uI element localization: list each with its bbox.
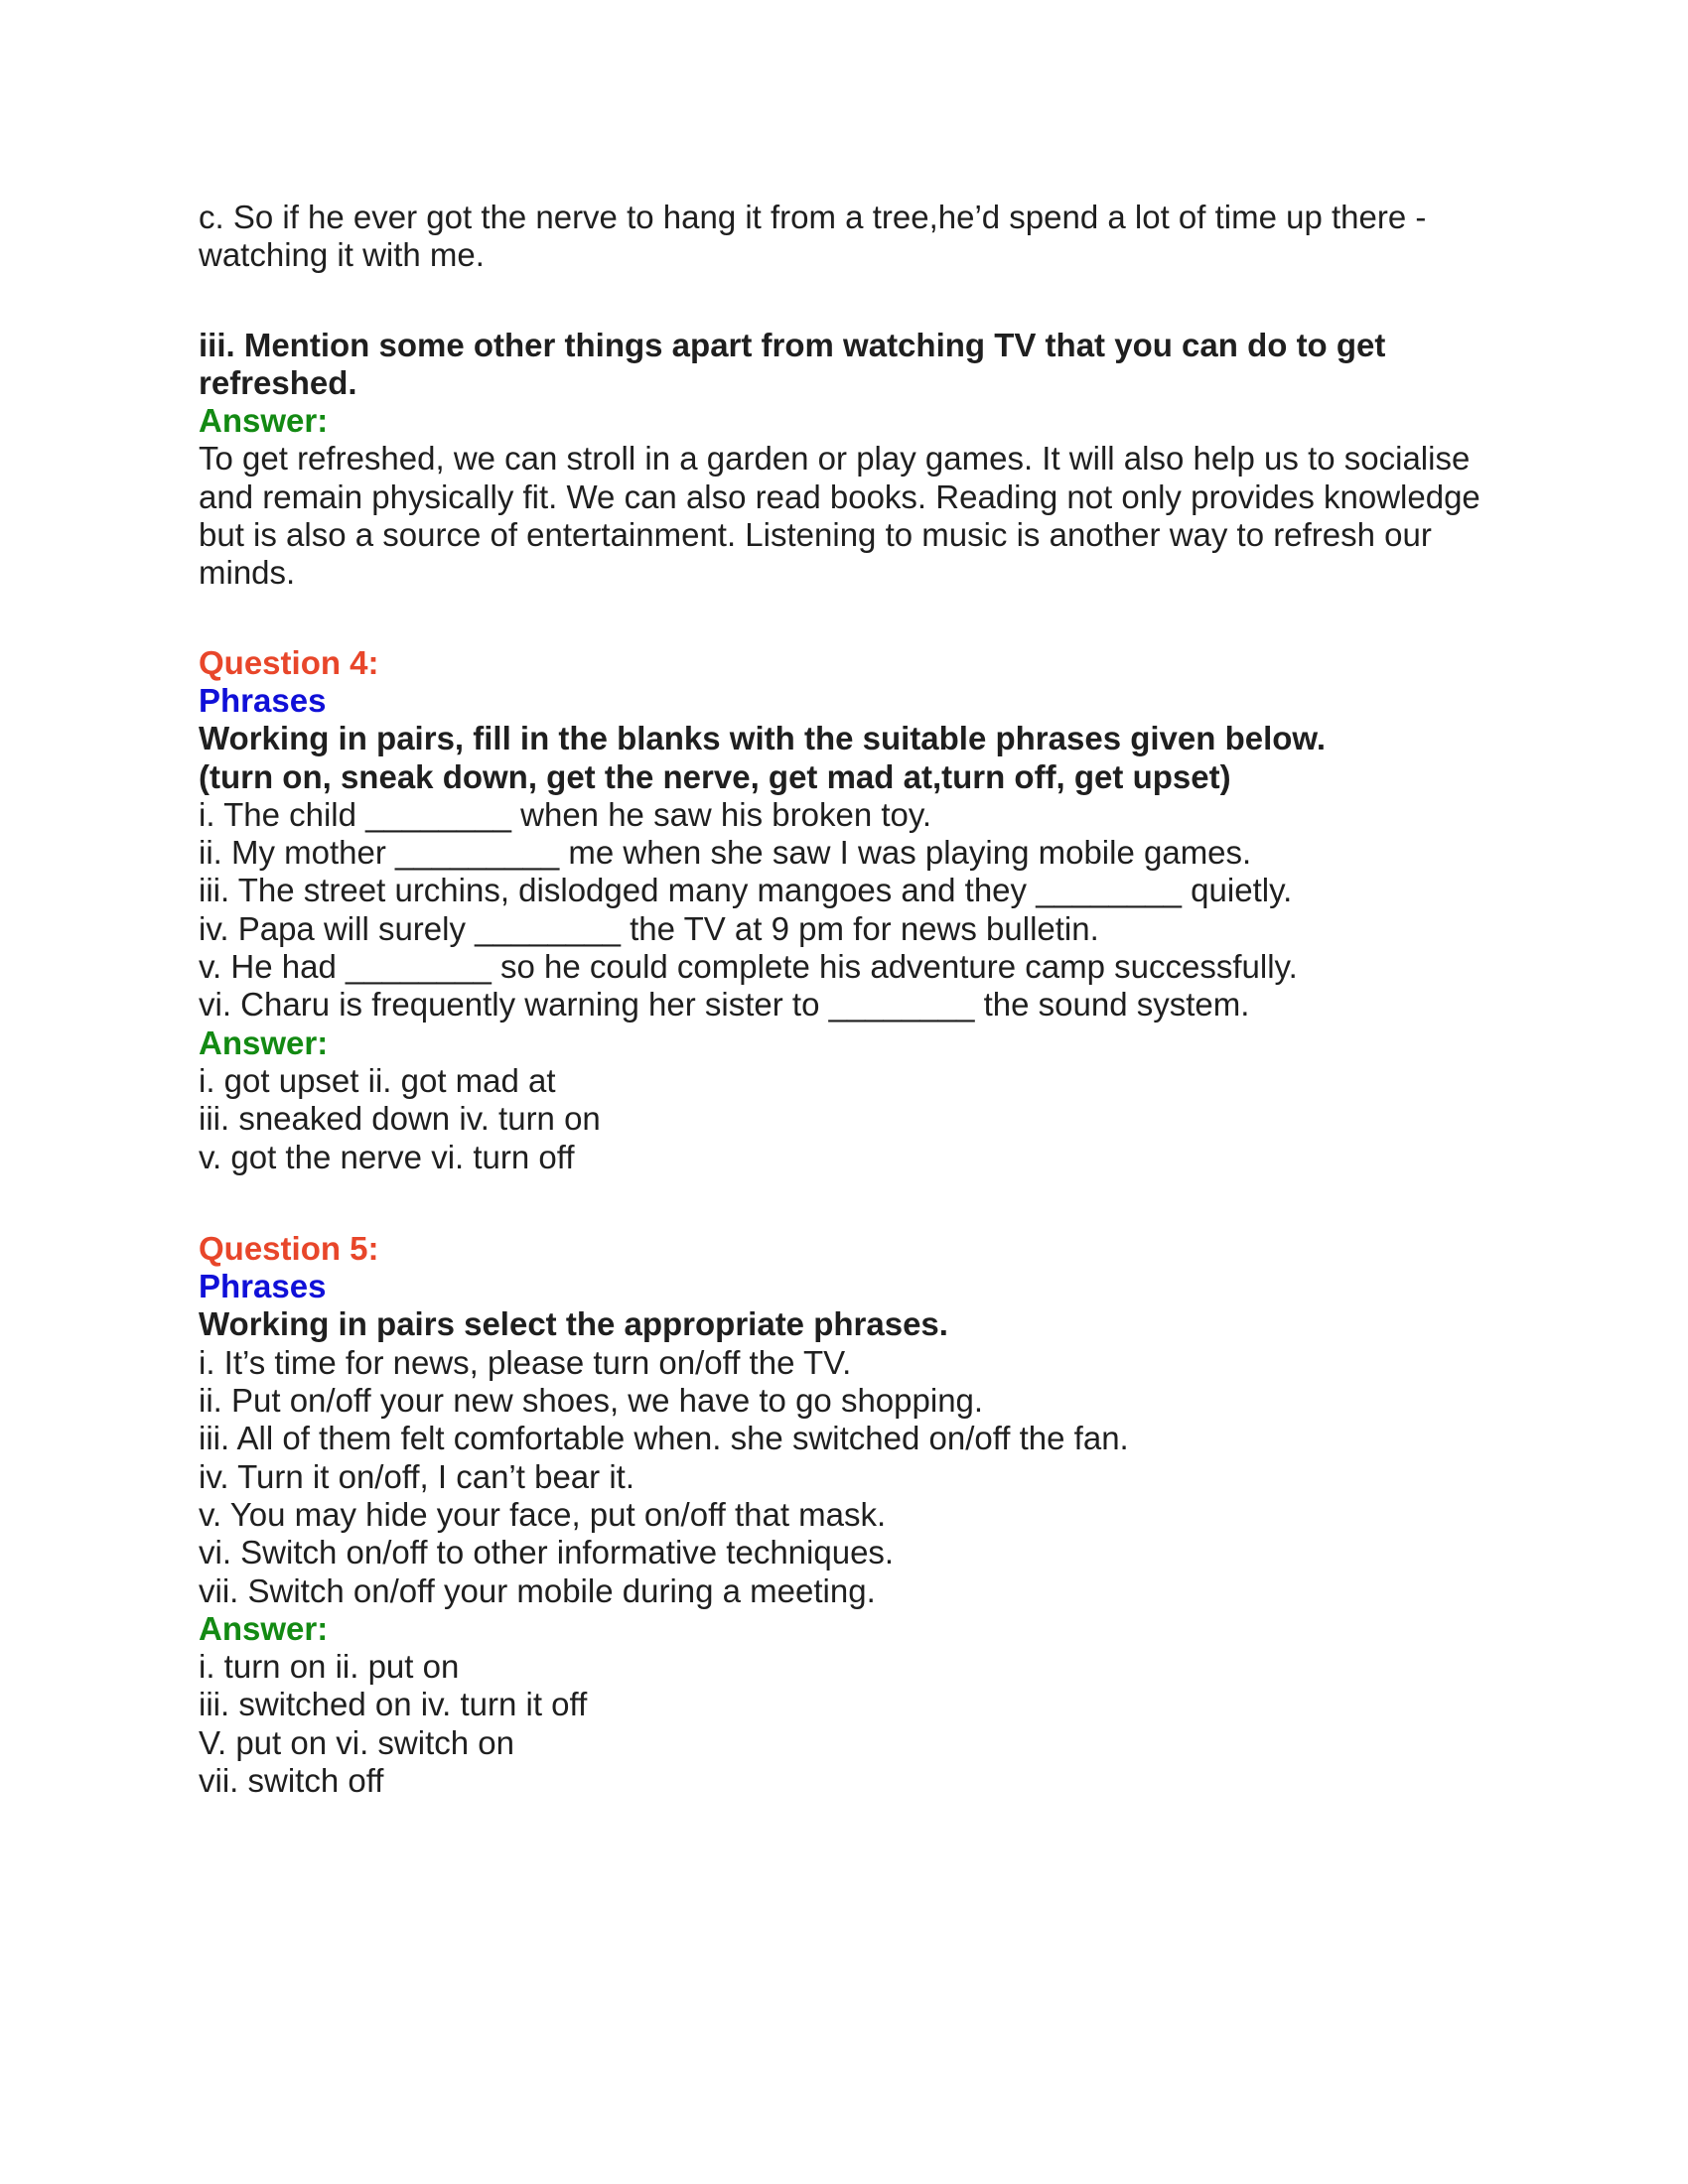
question-5-item: iii. All of them felt comfortable when. she switched on/off the fan. — [199, 1420, 1129, 1457]
question-5-section: Phrases — [199, 1268, 327, 1305]
question-5-item: ii. Put on/off your new shoes, we have to go shopping. — [199, 1382, 984, 1420]
answer-label: Answer: — [199, 1024, 329, 1061]
question-4-item: i. The child ________ when he saw his broken toy. — [199, 795, 932, 833]
answer-label: Answer: — [199, 402, 329, 440]
question-4-item: iii. The street urchins, dislodged many mangoes and they ________ quietly. — [199, 872, 1293, 909]
question-4-instruction: Working in pairs, fill in the blanks with the suitable phrases given below. — [199, 720, 1327, 757]
question-4-section: Phrases — [199, 681, 327, 719]
question-4-item: iv. Papa will surely ________ the TV at 9 pm for news bulletin. — [199, 909, 1099, 947]
question-5-item: iv. Turn it on/off, I can’t bear it. — [199, 1457, 634, 1495]
question-5-answer: i. turn on ii. put on — [199, 1648, 460, 1686]
question-5-answer: V. put on vi. switch on — [199, 1723, 514, 1761]
question-5-item: vi. Switch on/off to other informative techniques. — [199, 1534, 895, 1571]
question-4-title: Question 4: — [199, 643, 379, 681]
question-5-answer: iii. switched on iv. turn it off — [199, 1686, 588, 1723]
answer-text: To get refreshed, we can stroll in a garden or play games. It will also help us to socialise and remain physically fit. We can also read books. Reading not only provides knowledge but is also a source of entertainment. Listening to music is another way to refresh our minds. — [199, 440, 1480, 592]
question-4-item: ii. My mother _________ me when she saw I was playing mobile games. — [199, 834, 1252, 872]
question-4-answer: iii. sneaked down iv. turn on — [199, 1100, 601, 1138]
question-5-instruction: Working in pairs select the appropriate phrases. — [199, 1305, 948, 1343]
question-3-part-iii: iii. Mention some other things apart from watching TV that you can do to get refreshed. — [199, 326, 1386, 401]
continuation-text: c. So if he ever got the nerve to hang it from a tree,he’d spend a lot of time up there - watching it with me. — [199, 199, 1427, 274]
question-5-item: v. You may hide your face, put on/off that mask. — [199, 1495, 887, 1533]
answer-label: Answer: — [199, 1609, 329, 1647]
question-4-answer: i. got upset ii. got mad at — [199, 1061, 556, 1099]
question-5-item: i. It’s time for news, please turn on/off the TV. — [199, 1343, 852, 1381]
question-5-title: Question 5: — [199, 1229, 379, 1267]
question-4-item: v. He had ________ so he could complete his adventure camp successfully. — [199, 948, 1298, 986]
page-content — [199, 199, 1509, 1800]
question-5-answer: vii. switch off — [199, 1761, 384, 1799]
question-4-answer: v. got the nerve vi. turn off — [199, 1138, 575, 1175]
question-5-item: vii. Switch on/off your mobile during a meeting. — [199, 1571, 876, 1609]
question-4-item: vi. Charu is frequently warning her sister to ________ the sound system. — [199, 986, 1250, 1024]
question-4-options: (turn on, sneak down, get the nerve, get mad at,turn off, get upset) — [199, 757, 1231, 795]
